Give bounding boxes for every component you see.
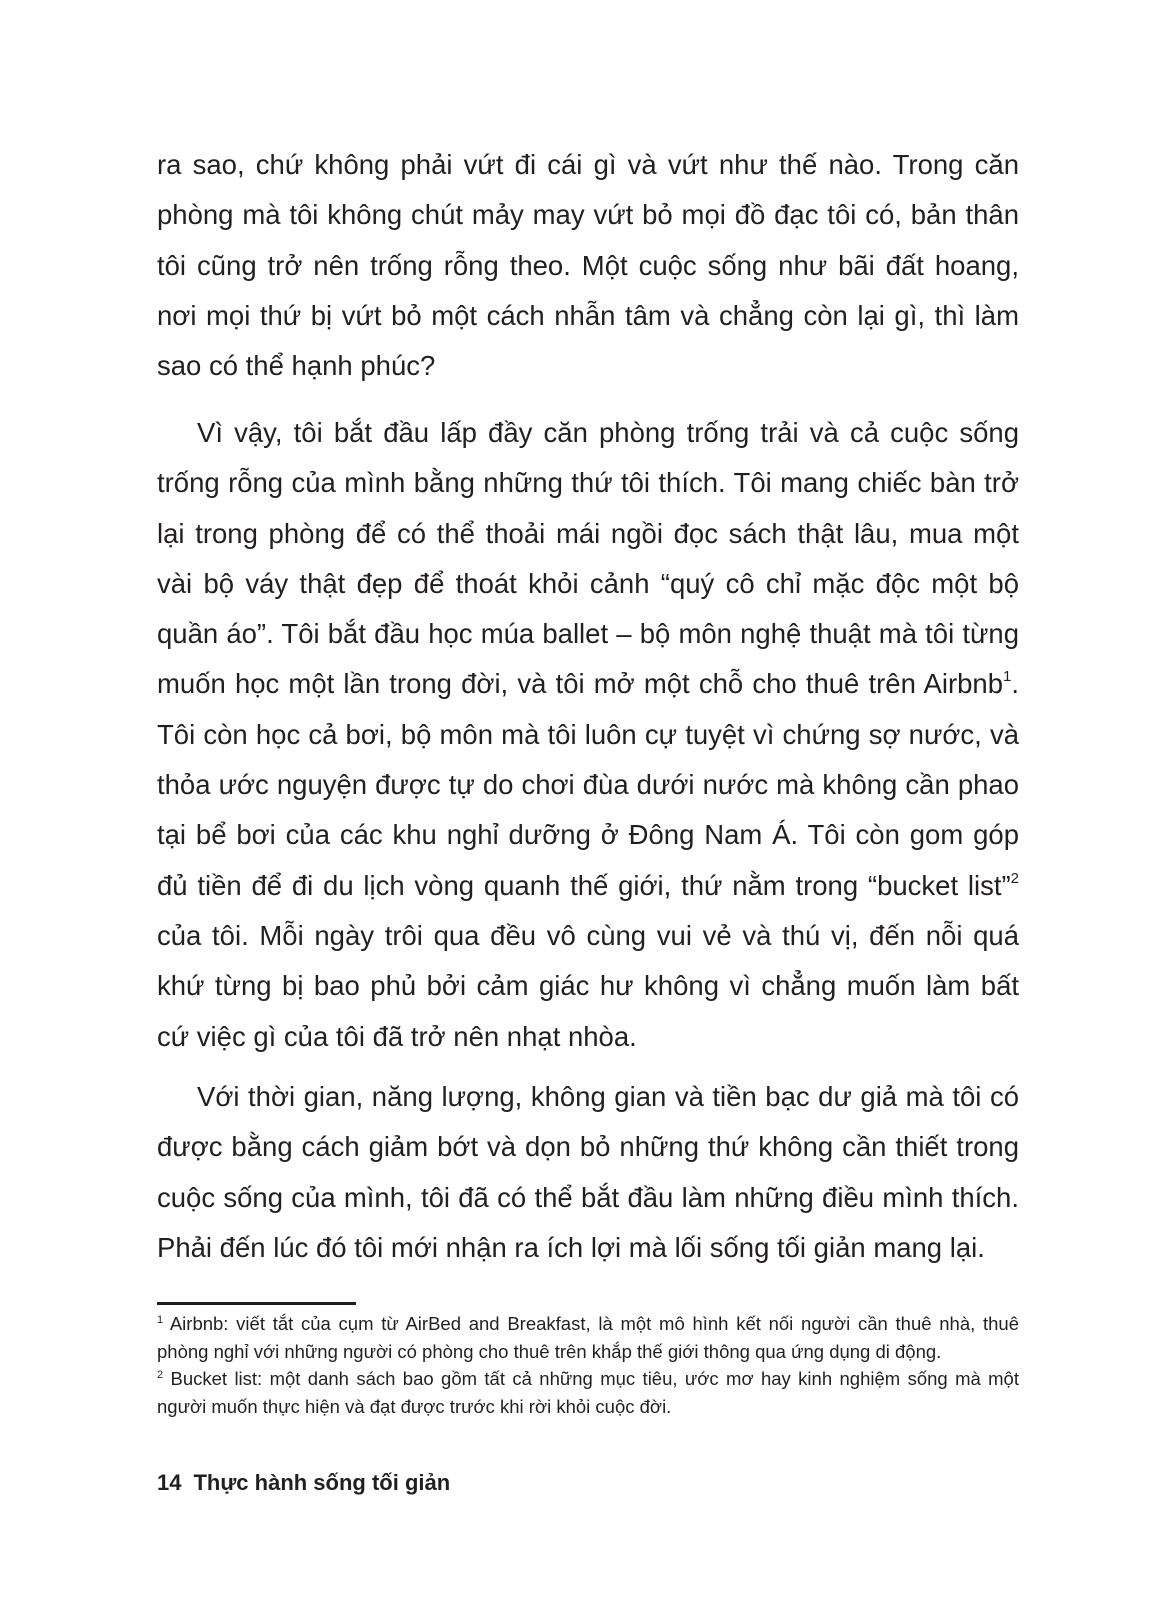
- paragraph-1: ra sao, chứ không phải vứt đi cái gì và vứt như thế nào. Trong căn phòng mà tôi không chút mảy may vứt bỏ mọi đồ đạc tôi có, bản thân tôi cũng trở nên trống rỗng theo. Một cuộc sống như bãi đất hoang, nơi mọi thứ bị vứt bỏ một cách nhẫn tâm và chẳng còn lại gì, thì làm sao có thể hạnh phúc?: [157, 149, 1019, 382]
- paragraph-2-text-a: Vì vậy, tôi bắt đầu lấp đầy căn phòng trống trải và cả cuộc sống trống rỗng của mình bằng những thứ tôi thích. Tôi mang chiếc bàn trở lại trong phòng để có thể thoải mái ngồi đọc sách thật lâu, mua một vài bộ váy thật đẹp để thoát khỏi cảnh “quý cô chỉ mặc độc một bộ quần áo”. Tôi bắt đầu học múa ballet – bộ môn nghệ thuật mà tôi từng muốn học một lần trong đời, và tôi mở một chỗ cho thuê trên Airbnb: [157, 417, 1019, 700]
- footnote-divider: [157, 1302, 356, 1305]
- paragraph-2-text-b: . Tôi còn học cả bơi, bộ môn mà tôi luôn cự tuyệt vì chứng sợ nước, và thỏa ước nguyện được tự do chơi đùa dưới nước mà không cần phao tại bể bơi của các khu nghỉ dưỡng ở Đông Nam Á. Tôi còn gom góp đủ tiền để đi du lịch vòng quanh thế giới, thứ nằm trong “bucket list”: [157, 668, 1019, 901]
- footnotes-section: [157, 1310, 1019, 1420]
- paragraph-2: [157, 408, 1019, 1062]
- paragraph-2-text-c: của tôi. Mỗi ngày trôi qua đều vô cùng vui vẻ và thú vị, đến nỗi quá khứ từng bị bao phủ bởi cảm giác hư không vì chẳng muốn làm bất cứ việc gì của tôi đã trở nên nhạt nhòa.: [157, 919, 1019, 1052]
- footnote-2: [157, 1365, 1019, 1420]
- footnote-ref-2: 2: [1010, 869, 1019, 887]
- book-title: Thực hành sống tối giản: [193, 1470, 451, 1495]
- footnote-1: [157, 1310, 1019, 1365]
- footnote-2-text: Bucket list: một danh sách bao gồm tất cả những mục tiêu, ước mơ hay kinh nghiệm sống mà một người muốn thực hiện và đạt được trước khi rời khỏi cuộc đời.: [157, 1368, 1019, 1417]
- footnote-1-number: 1: [157, 1313, 164, 1326]
- running-footer: [157, 1468, 450, 1498]
- footnote-ref-1: 1: [1003, 668, 1012, 686]
- paragraph-3: Với thời gian, năng lượng, không gian và tiền bạc dư giả mà tôi có được bằng cách giảm bớt và dọn bỏ những thứ không cần thiết trong cuộc sống của mình, tôi đã có thể bắt đầu làm những điều mình thích. Phải đến lúc đó tôi mới nhận ra ích lợi mà lối sống tối giản mang lại.: [157, 1081, 1019, 1263]
- footnote-1-text: Airbnb: viết tắt của cụm từ AirBed and Breakfast, là một mô hình kết nối người cần thuê nhà, thuê phòng nghỉ với những người có phòng cho thuê trên khắp thế giới thông qua ứng dụng di động.: [157, 1313, 1019, 1362]
- footnote-2-number: 2: [157, 1368, 164, 1381]
- page-number: 14: [157, 1470, 182, 1495]
